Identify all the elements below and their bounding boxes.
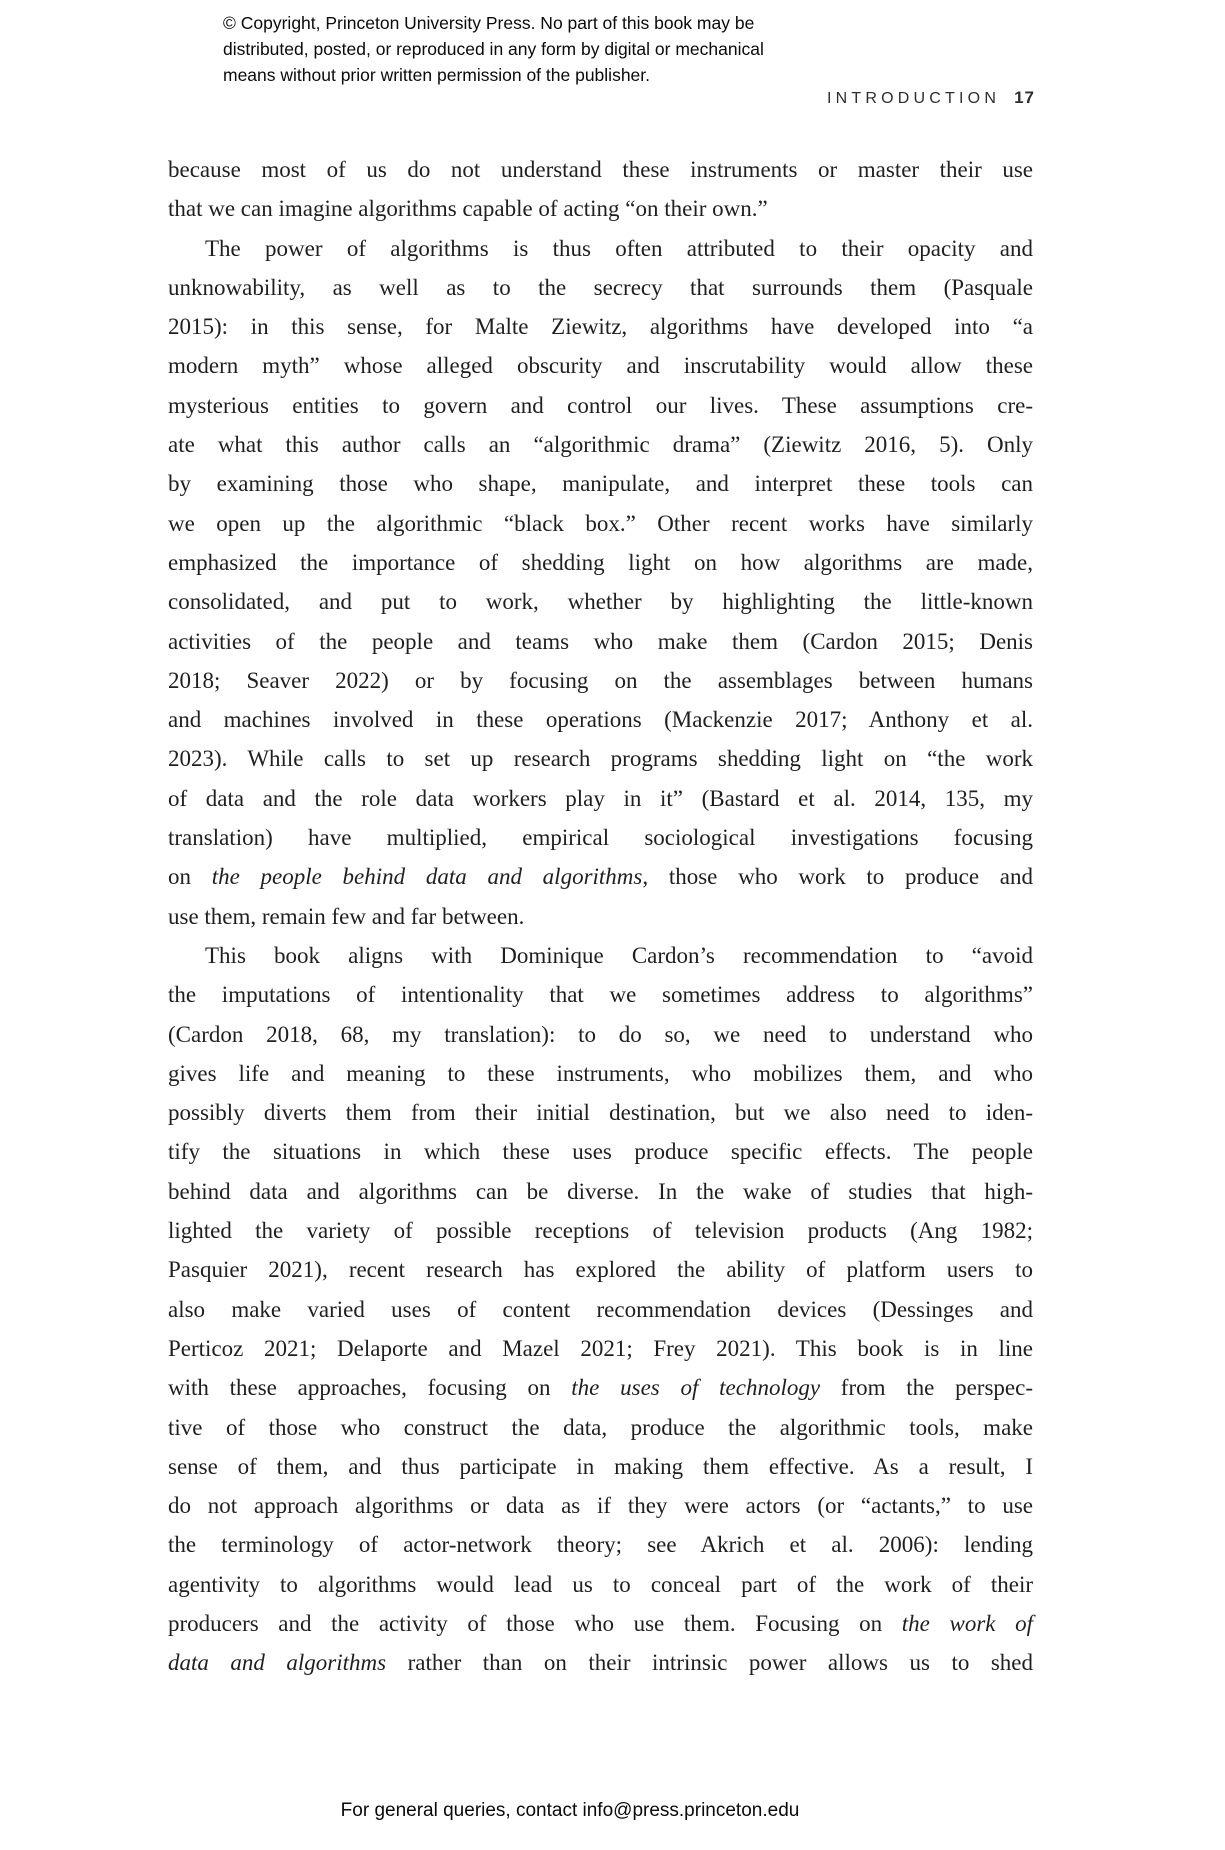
text-run: tify the situations in which these uses produce specific effects. The people: [168, 1139, 1033, 1165]
body-line: [168, 1132, 1033, 1171]
text-run: Pasquier 2021), recent research has explored the ability of platform users to: [168, 1257, 1033, 1283]
paragraph: [168, 229, 1033, 936]
body-line: [168, 150, 1033, 189]
running-header: [827, 88, 1035, 108]
body-line: [168, 1211, 1033, 1250]
text-run: gives life and meaning to these instruments, who mobilizes them, and who: [168, 1060, 1033, 1086]
body-line: [168, 1329, 1033, 1368]
text-run: , those who work to produce and: [642, 864, 1034, 890]
page-number: 17: [1014, 88, 1035, 107]
body-line: [168, 346, 1033, 385]
text-run: the terminology of actor-network theory; see Akrich et al. 2006): lending: [168, 1532, 1033, 1558]
text-run: lighted the variety of possible receptions of television products (Ang 1982;: [168, 1218, 1033, 1244]
body-line: [168, 897, 1033, 936]
body-line: [168, 229, 1033, 268]
body-line: [168, 700, 1033, 739]
italic-phrase: the work of: [901, 1610, 1033, 1636]
body-line: [168, 622, 1033, 661]
italic-phrase: the people behind data and algorithms: [211, 864, 643, 890]
text-run: unknowability, as well as to the secrecy that surrounds them (Pasquale: [168, 274, 1033, 300]
body-line: [168, 1054, 1033, 1093]
text-run: modern myth” whose alleged obscurity and inscrutability would allow these: [168, 353, 1033, 379]
body-line: [168, 1525, 1033, 1564]
text-run: because most of us do not understand these instruments or master their use: [168, 157, 1033, 182]
body-line: [168, 1290, 1033, 1329]
text-run: use them, remain few and far between.: [168, 903, 525, 929]
copyright-line: distributed, posted, or reproduced in any form by digital or mechanical: [223, 39, 764, 59]
body-line: [168, 1643, 1033, 1682]
body-line: [168, 1368, 1033, 1407]
footer-text: For general queries, contact info@press.princeton.edu: [340, 1800, 800, 1821]
body-line: [168, 1604, 1033, 1643]
body-line: [168, 1093, 1033, 1132]
body-line: [168, 425, 1033, 464]
text-run: consolidated, and put to work, whether by highlighting the little-known: [168, 589, 1033, 615]
text-run: 2018; Seaver 2022) or by focusing on the assemblages between humans: [168, 667, 1033, 693]
body-line: [168, 975, 1033, 1014]
body-line: [168, 386, 1033, 425]
text-run: 2015): in this sense, for Malte Ziewitz, algorithms have developed into “a: [168, 314, 1033, 340]
section-title: INTRODUCTION: [827, 90, 1001, 107]
body-line: [168, 1015, 1033, 1054]
body-line: [168, 1565, 1033, 1604]
text-run: do not approach algorithms or data as if they were actors (or “actants,” to use: [168, 1493, 1033, 1519]
paragraph: [168, 150, 1033, 229]
text-run: producers and the activity of those who use them. Focusing on: [168, 1610, 902, 1636]
text-run: also make varied uses of content recommendation devices (Dessinges and: [168, 1296, 1033, 1322]
body-line: [168, 779, 1033, 818]
copyright-line: © Copyright, Princeton University Press. No part of this book may be: [223, 13, 755, 33]
body-line: [168, 818, 1033, 857]
body-line: [168, 543, 1033, 582]
text-run: 2023). While calls to set up research programs shedding light on “the work: [168, 746, 1033, 772]
body-line: [168, 504, 1033, 543]
text-run: This book aligns with Dominique Cardon’s recommendation to “avoid: [205, 942, 1033, 968]
body-line: [168, 1486, 1033, 1525]
text-run: from the perspec-: [820, 1375, 1033, 1401]
text-run: The power of algorithms is thus often attributed to their opacity and: [205, 235, 1033, 261]
page-footer: [140, 1800, 1000, 1822]
text-run: tive of those who construct the data, produce the algorithmic tools, make: [168, 1414, 1033, 1440]
text-run: that we can imagine algorithms capable of acting “on their own.”: [168, 196, 768, 222]
text-run: Perticoz 2021; Delaporte and Mazel 2021; Frey 2021). This book is in line: [168, 1335, 1033, 1361]
body-line: [168, 464, 1033, 503]
text-run: sense of them, and thus participate in making them effective. As a result, I: [168, 1453, 1033, 1479]
text-run: agentivity to algorithms would lead us to conceal part of the work of their: [168, 1571, 1033, 1597]
copyright-notice: [223, 10, 764, 88]
text-run: (Cardon 2018, 68, my translation): to do so, we need to understand who: [168, 1021, 1033, 1047]
body-line: [168, 661, 1033, 700]
text-run: on: [168, 864, 212, 890]
text-run: rather than on their intrinsic power allows us to shed: [386, 1650, 1034, 1676]
body-line: [168, 1447, 1033, 1486]
body-line: [168, 857, 1033, 896]
text-run: the imputations of intentionality that we sometimes address to algorithms”: [168, 982, 1033, 1008]
text-run: possibly diverts them from their initial destination, but we also need to iden-: [168, 1100, 1033, 1126]
body-line: [168, 268, 1033, 307]
paragraph: [168, 936, 1033, 1683]
body-line: [168, 739, 1033, 778]
text-run: translation) have multiplied, empirical sociological investigations focusing: [168, 825, 1033, 851]
body-line: [168, 1408, 1033, 1447]
text-run: activities of the people and teams who make them (Cardon 2015; Denis: [168, 628, 1033, 654]
body-line: [168, 1250, 1033, 1289]
body-line: [168, 189, 1033, 228]
text-run: by examining those who shape, manipulate, and interpret these tools can: [168, 471, 1033, 497]
copyright-line: means without prior written permission of the publisher.: [223, 65, 651, 85]
text-run: with these approaches, focusing on: [168, 1375, 572, 1401]
text-run: behind data and algorithms can be diverse. In the wake of studies that high-: [168, 1178, 1033, 1204]
body-line: [168, 307, 1033, 346]
text-run: and machines involved in these operations (Mackenzie 2017; Anthony et al.: [168, 707, 1033, 733]
text-run: ate what this author calls an “algorithmic drama” (Ziewitz 2016, 5). Only: [168, 432, 1033, 458]
italic-phrase: data and algorithms: [168, 1650, 387, 1676]
body-line: [168, 1172, 1033, 1211]
text-run: we open up the algorithmic “black box.” Other recent works have similarly: [168, 510, 1033, 536]
italic-phrase: the uses of technology: [571, 1375, 821, 1401]
text-run: mysterious entities to govern and control our lives. These assumptions cre-: [168, 392, 1033, 418]
body-line: [168, 582, 1033, 621]
body-line: [168, 936, 1033, 975]
text-run: of data and the role data workers play in it” (Bastard et al. 2014, 135, my: [168, 785, 1033, 811]
body-text: [168, 150, 1033, 1683]
text-run: emphasized the importance of shedding light on how algorithms are made,: [168, 549, 1033, 575]
